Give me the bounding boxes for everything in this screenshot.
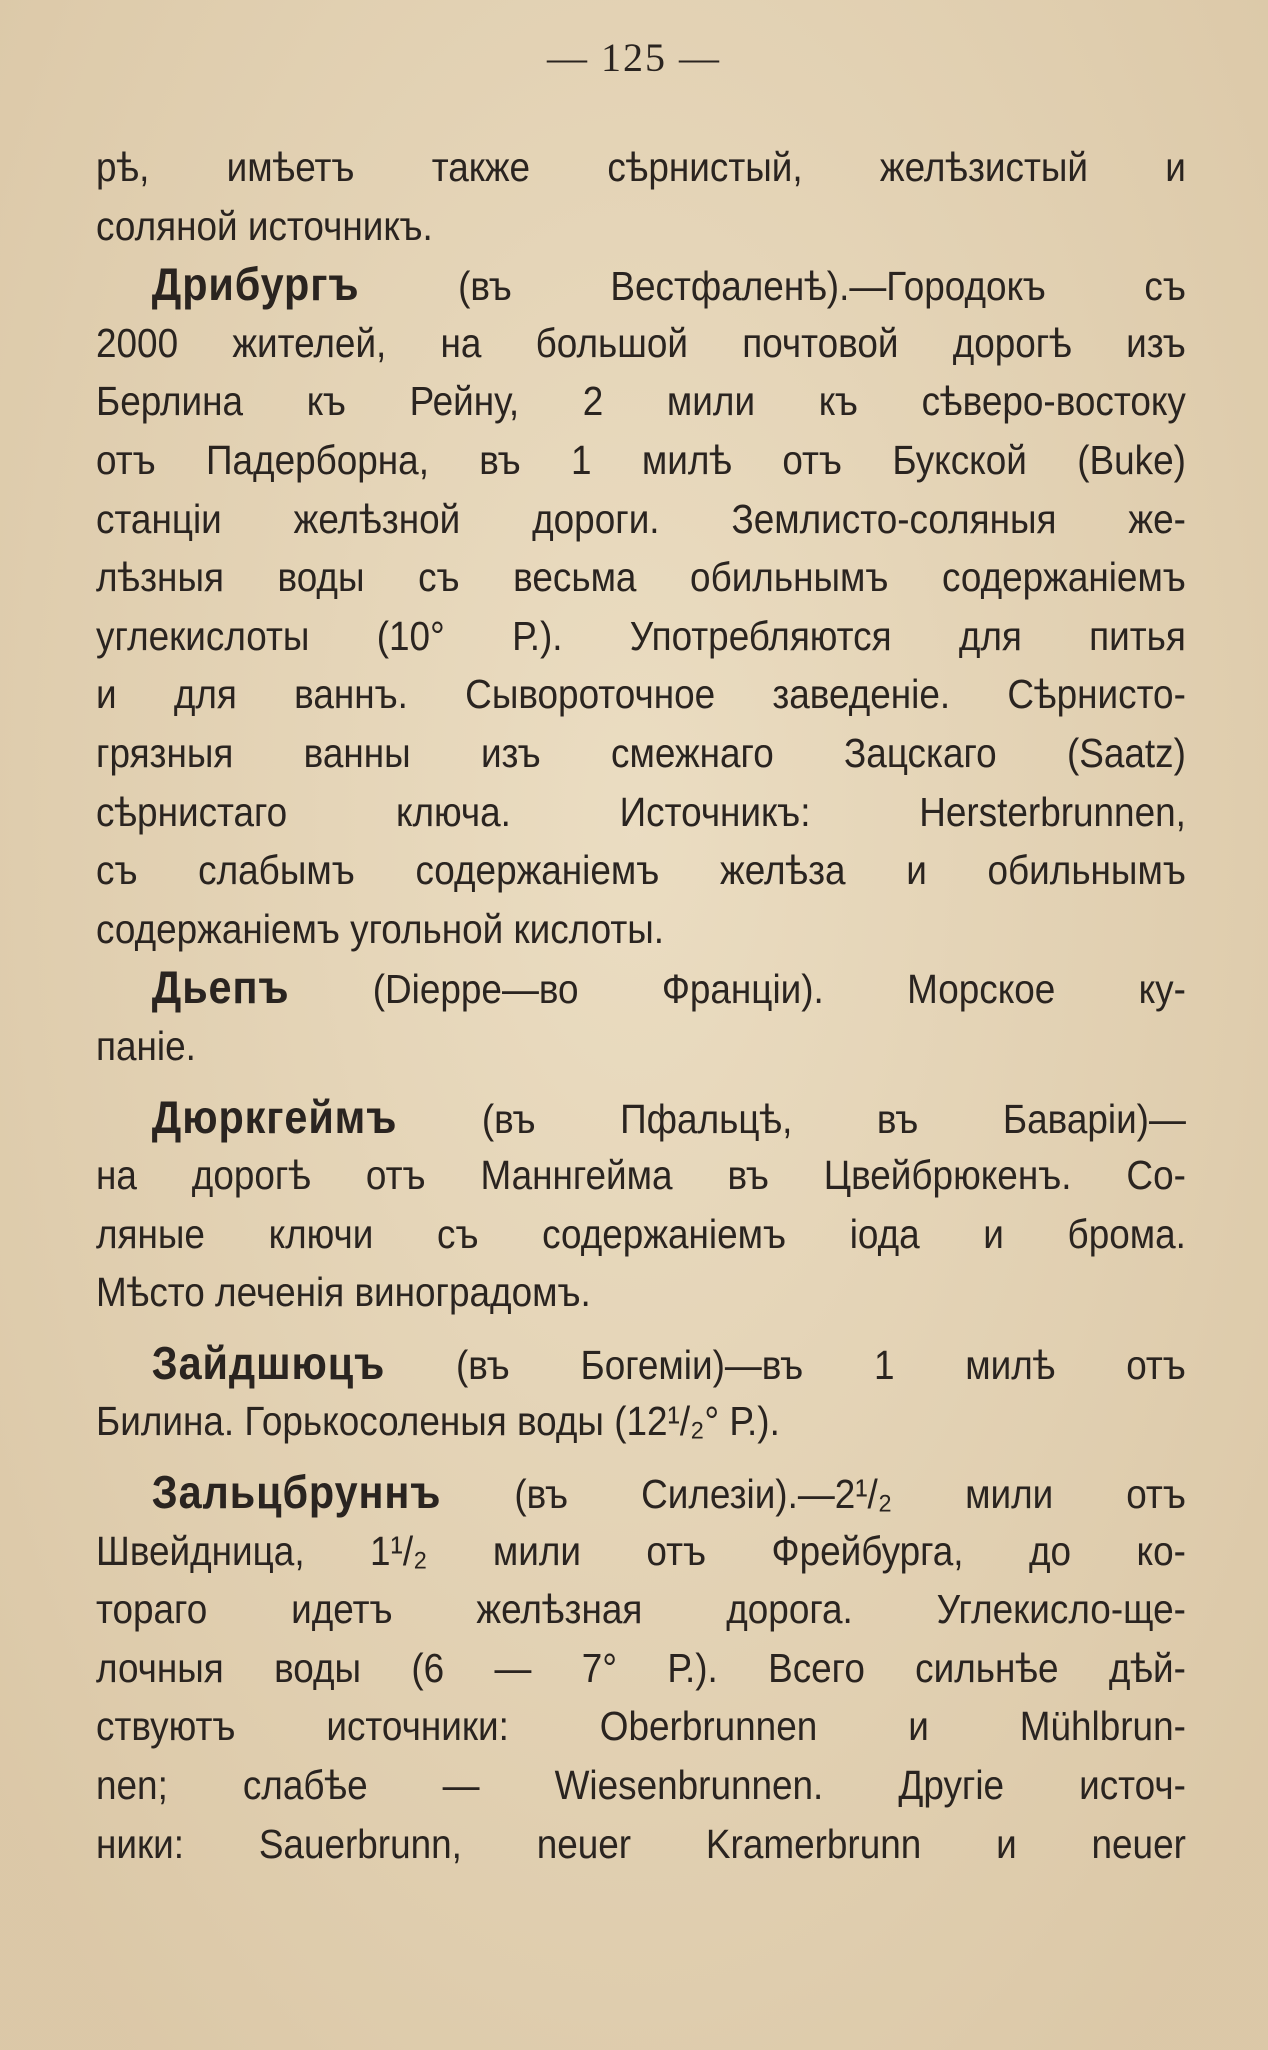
entry-heading: Зайдшюцъ bbox=[151, 1336, 386, 1389]
text-line: рѣ, имѣетъ также сѣрнистый, желѣзистый и bbox=[96, 144, 1186, 190]
entry-intro: (въ Богеміи)—въ 1 милѣ отъ bbox=[385, 1341, 1186, 1388]
paragraph-gap bbox=[96, 1076, 1186, 1088]
text-line: соляной источникъ. bbox=[96, 202, 433, 249]
text-line: ники: Sauerbrunn, neuer Kramerbrunn и neuer bbox=[96, 1820, 1186, 1867]
text-line: лѣзныя воды съ весьма обильнымъ содержаніемъ bbox=[96, 554, 1186, 601]
entry-intro: (въ Силезіи).—2¹/₂ мили отъ bbox=[441, 1471, 1186, 1518]
paragraph-salzbrunn bbox=[96, 1463, 1186, 1873]
text-line: на дорогѣ отъ Маннгейма въ Цвейбрюкенъ. Со- bbox=[96, 1152, 1186, 1199]
text-line: станціи желѣзной дороги. Землисто-соляныя же- bbox=[96, 495, 1186, 542]
page-number: — 125 — bbox=[547, 35, 721, 80]
text-line: паніе. bbox=[96, 1022, 196, 1069]
text-line bbox=[96, 1334, 1186, 1393]
paragraph-gap bbox=[96, 1451, 1186, 1463]
text-line bbox=[96, 255, 1186, 314]
text-line: ствуютъ источники: Oberbrunnen и Mühlbrun- bbox=[96, 1703, 1186, 1750]
paragraph-saidschitz bbox=[96, 1334, 1186, 1451]
text-line: nen; слабѣе — Wiesenbrunnen. Другіе источ- bbox=[96, 1762, 1186, 1809]
entry-heading: Дьепъ bbox=[151, 961, 290, 1014]
text-line bbox=[96, 958, 1186, 1017]
text-line: Берлина къ Рейну, 2 мили къ сѣверо-востоку bbox=[96, 378, 1186, 425]
entry-heading: Дрибургъ bbox=[151, 258, 360, 311]
text-line: отъ Падерборна, въ 1 милѣ отъ Букской (Buke) bbox=[96, 436, 1186, 483]
page-text bbox=[96, 138, 1186, 1873]
paragraph-gap bbox=[96, 1322, 1186, 1334]
text-line: содержаніемъ угольной кислоты. bbox=[96, 905, 665, 952]
text-line: ляные ключи съ содержаніемъ іода и брома. bbox=[96, 1210, 1186, 1257]
entry-intro: (въ Вестфаленѣ).—Городокъ съ bbox=[359, 263, 1186, 310]
text-line bbox=[96, 1088, 1186, 1147]
text-line: и для ваннъ. Сывороточное заведеніе. Сѣрнисто- bbox=[96, 671, 1186, 718]
text-line: съ слабымъ содержаніемъ желѣза и обильнымъ bbox=[96, 847, 1186, 894]
text-line bbox=[96, 1463, 1186, 1522]
text-line: 2000 жителей, на большой почтовой дорогѣ изъ bbox=[96, 319, 1186, 366]
entry-intro: (въ Пфальцѣ, въ Баваріи)— bbox=[397, 1095, 1186, 1142]
text-line: углекислоты (10° Р.). Употребляются для питья bbox=[96, 612, 1186, 659]
paragraph bbox=[96, 138, 1186, 255]
text-line: Швейдница, 1¹/₂ мили отъ Фрейбурга, до ко- bbox=[96, 1527, 1186, 1574]
entry-heading: Дюркгеймъ bbox=[151, 1090, 398, 1143]
text-line: лочныя воды (6 — 7° Р.). Всего сильнѣе дѣй- bbox=[96, 1644, 1186, 1691]
paragraph-dieppe bbox=[96, 958, 1186, 1075]
paragraph-dryburg bbox=[96, 255, 1186, 958]
text-line: Мѣсто леченія виноградомъ. bbox=[96, 1269, 591, 1316]
text-line: грязныя ванны изъ смежнаго Зацскаго (Saatz) bbox=[96, 729, 1186, 776]
entry-intro: (Dieppe—во Франціи). Морское ку- bbox=[289, 966, 1186, 1013]
text-line: Билина. Горькосоленыя воды (12¹/₂° Р.). bbox=[96, 1398, 780, 1445]
text-line: сѣрнистаго ключа. Источникъ: Hersterbrunnen, bbox=[96, 788, 1186, 835]
entry-heading: Зальцбруннъ bbox=[151, 1466, 442, 1519]
text-line: тораго идетъ желѣзная дорога. Углекисло-ще- bbox=[96, 1586, 1186, 1633]
paragraph-durkheim bbox=[96, 1088, 1186, 1322]
